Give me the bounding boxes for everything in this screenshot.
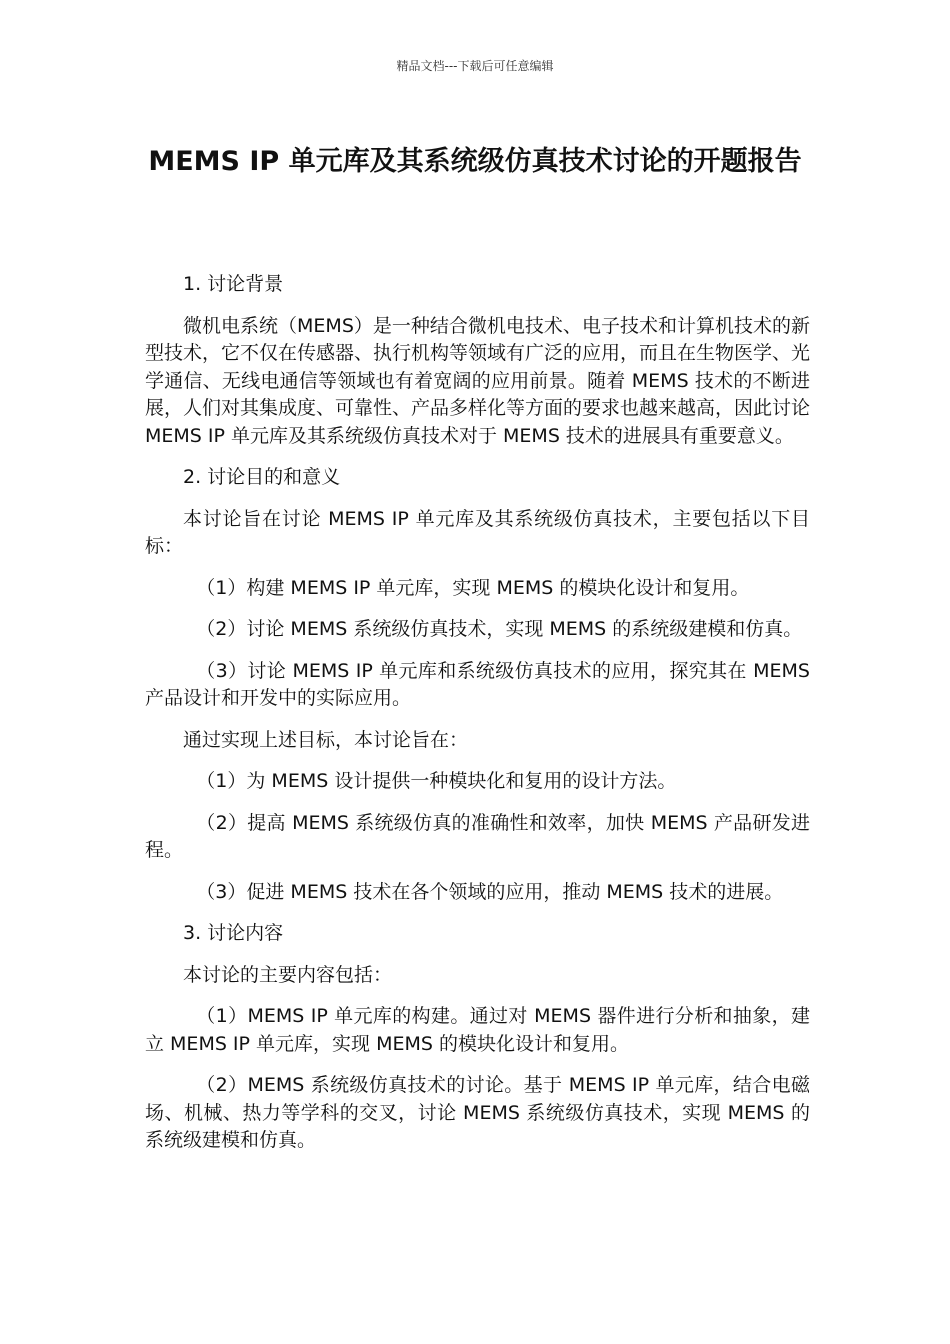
content-item: （1）MEMS IP 单元库的构建。通过对 MEMS 器件进行分析和抽象，建立 MEMS IP 单元库，实现 MEMS 的模块化设计和复用。 (145, 1005, 810, 1055)
section-heading-background: 1. 讨论背景 (183, 273, 284, 295)
content-item: （2）MEMS 系统级仿真技术的讨论。基于 MEMS IP 单元库，结合电磁场、机械、热力等学科的交叉，讨论 MEMS 系统级仿真技术，实现 MEMS 的系统级建模和仿真。 (145, 1074, 810, 1151)
purpose-bridge: 通过实现上述目标，本讨论旨在： (183, 728, 469, 751)
purpose-intro: 本讨论旨在讨论 MEMS IP 单元库及其系统级仿真技术，主要包括以下目标： (145, 507, 810, 557)
document-body (145, 271, 810, 1169)
section-heading-content: 3. 讨论内容 (183, 922, 284, 944)
purpose-goal-item: （3）讨论 MEMS IP 单元库和系统级仿真技术的应用，探究其在 MEMS 产品设计和开发中的实际应用。 (145, 659, 810, 709)
content-intro: 本讨论的主要内容包括： (183, 963, 393, 986)
purpose-goal-item: （2）讨论 MEMS 系统级仿真技术，实现 MEMS 的系统级建模和仿真。 (196, 618, 803, 640)
purpose-aim-item: （1）为 MEMS 设计提供一种模块化和复用的设计方法。 (196, 770, 677, 792)
header-note: 精品文档---下载后可任意编辑 (396, 59, 554, 73)
purpose-aim-item: （3）促进 MEMS 技术在各个领域的应用，推动 MEMS 技术的进展。 (196, 880, 784, 903)
purpose-aim-item: （2）提高 MEMS 系统级仿真的准确性和效率，加快 MEMS 产品研发进程。 (145, 811, 810, 861)
document-title: MEMS IP 单元库及其系统级仿真技术讨论的开题报告 (148, 146, 802, 177)
purpose-goal-item: （1）构建 MEMS IP 单元库，实现 MEMS 的模块化设计和复用。 (196, 576, 750, 599)
background-paragraph: 微机电系统（MEMS）是一种结合微机电技术、电子技术和计算机技术的新型技术，它不仅在传感器、执行机构等领域有广泛的应用，而且在生物医学、光学通信、无线电通信等领域也有着宽阔的应用前景。随着 MEMS 技术的不断进展，人们对其集成度、可靠性、产品多样化等方面的要求也越来越高，因此讨论 MEMS IP 单元库及其系统级仿真技术对于 MEMS 技术的进展具有重要意义。 (145, 314, 811, 447)
section-heading-purpose: 2. 讨论目的和意义 (183, 466, 341, 488)
